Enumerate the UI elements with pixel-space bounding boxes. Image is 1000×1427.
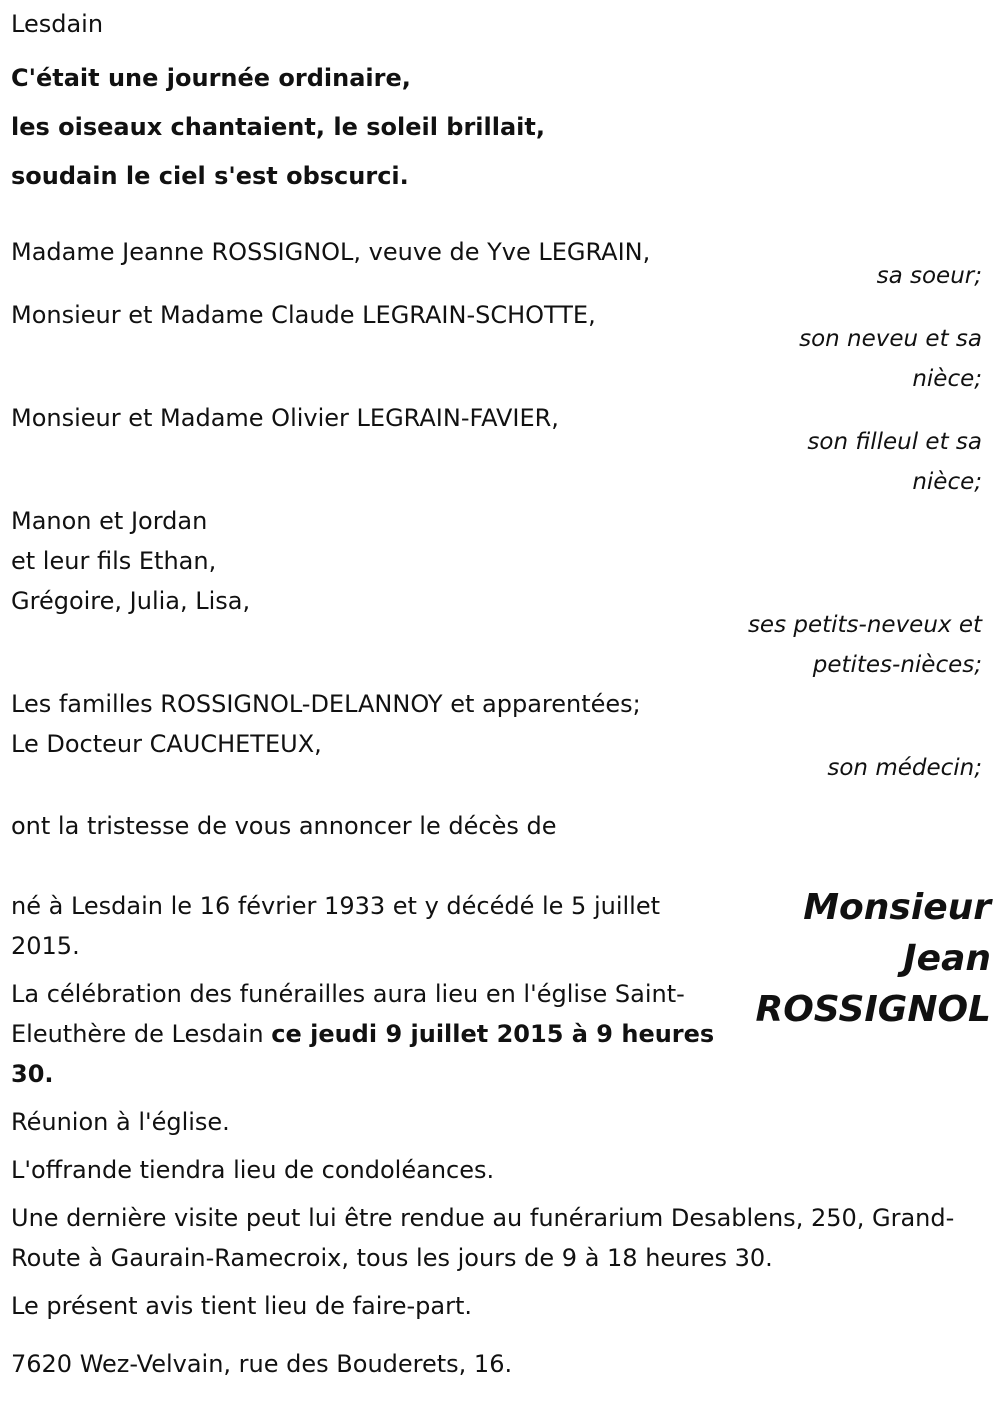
address: 7620 Wez-Velvain, rue des Bouderets, 16. [11,1350,513,1378]
meeting-info: Réunion à l'église. [11,1108,230,1136]
family-names: Grégoire, Julia, Lisa, [11,587,251,615]
family-entry [11,684,991,804]
notice-info: Le présent avis tient lieu de faire-part. [11,1292,473,1320]
deceased-lastname: ROSSIGNOL [755,989,991,1030]
family-entry [11,501,991,684]
poem-line: soudain le ciel s'est obscurci. [11,162,409,190]
poem-line: C'était une journée ordinaire, [11,64,411,92]
funeral-date: ce jeudi 9 juillet 2015 à 9 heures 30. [11,1020,715,1088]
deceased-name [711,882,991,1035]
family-names: Monsieur et Madame Olivier LEGRAIN-FAVIER, [11,404,559,432]
family-entry [11,295,991,398]
family-relation: son médecin; [827,755,982,781]
visit-info: Une dernière visite peut lui être rendue au funérarium Desablens, 250, Grand-Route à Gaurain-Ramecroix, tous les jours de 9 à 18 heures 30. [11,1204,955,1272]
family-entry [11,398,991,501]
family-entry [11,232,991,295]
birth-info: né à Lesdain le 16 février 1933 et y décédé le 5 juillet 2015. [11,892,661,960]
offering-info: L'offrande tiendra lieu de condoléances. [11,1156,495,1184]
poem [11,54,545,201]
announcement: ont la tristesse de vous annoncer le décès de [11,812,557,840]
family-relation: son neveu et sa nièce; [799,326,982,392]
family-names: Le Docteur CAUCHETEUX, [11,730,322,758]
family-names: Monsieur et Madame Claude LEGRAIN-SCHOTTE, [11,301,596,329]
family-list [11,232,991,804]
town-name: Lesdain [11,10,104,38]
deceased-firstname: Jean [903,938,991,979]
family-names: et leur fils Ethan, [11,547,217,575]
family-relation: ses petits-neveux et petites-nièces; [747,612,982,678]
funeral-info [11,974,726,1094]
family-relation: sa soeur; [876,263,982,289]
funeral-text: La célébration des funérailles aura lieu en l'église Saint-Eleuthère de Lesdain [11,980,685,1048]
family-names: Les familles ROSSIGNOL-DELANNOY et apparentées; [11,690,641,718]
poem-line: les oiseaux chantaient, le soleil brillait, [11,113,545,141]
family-relation: son filleul et sa nièce; [807,429,982,495]
deceased-title: Monsieur [803,887,991,928]
family-names: Madame Jeanne ROSSIGNOL, veuve de Yve LEGRAIN, [11,238,651,266]
family-names: Manon et Jordan [11,507,208,535]
